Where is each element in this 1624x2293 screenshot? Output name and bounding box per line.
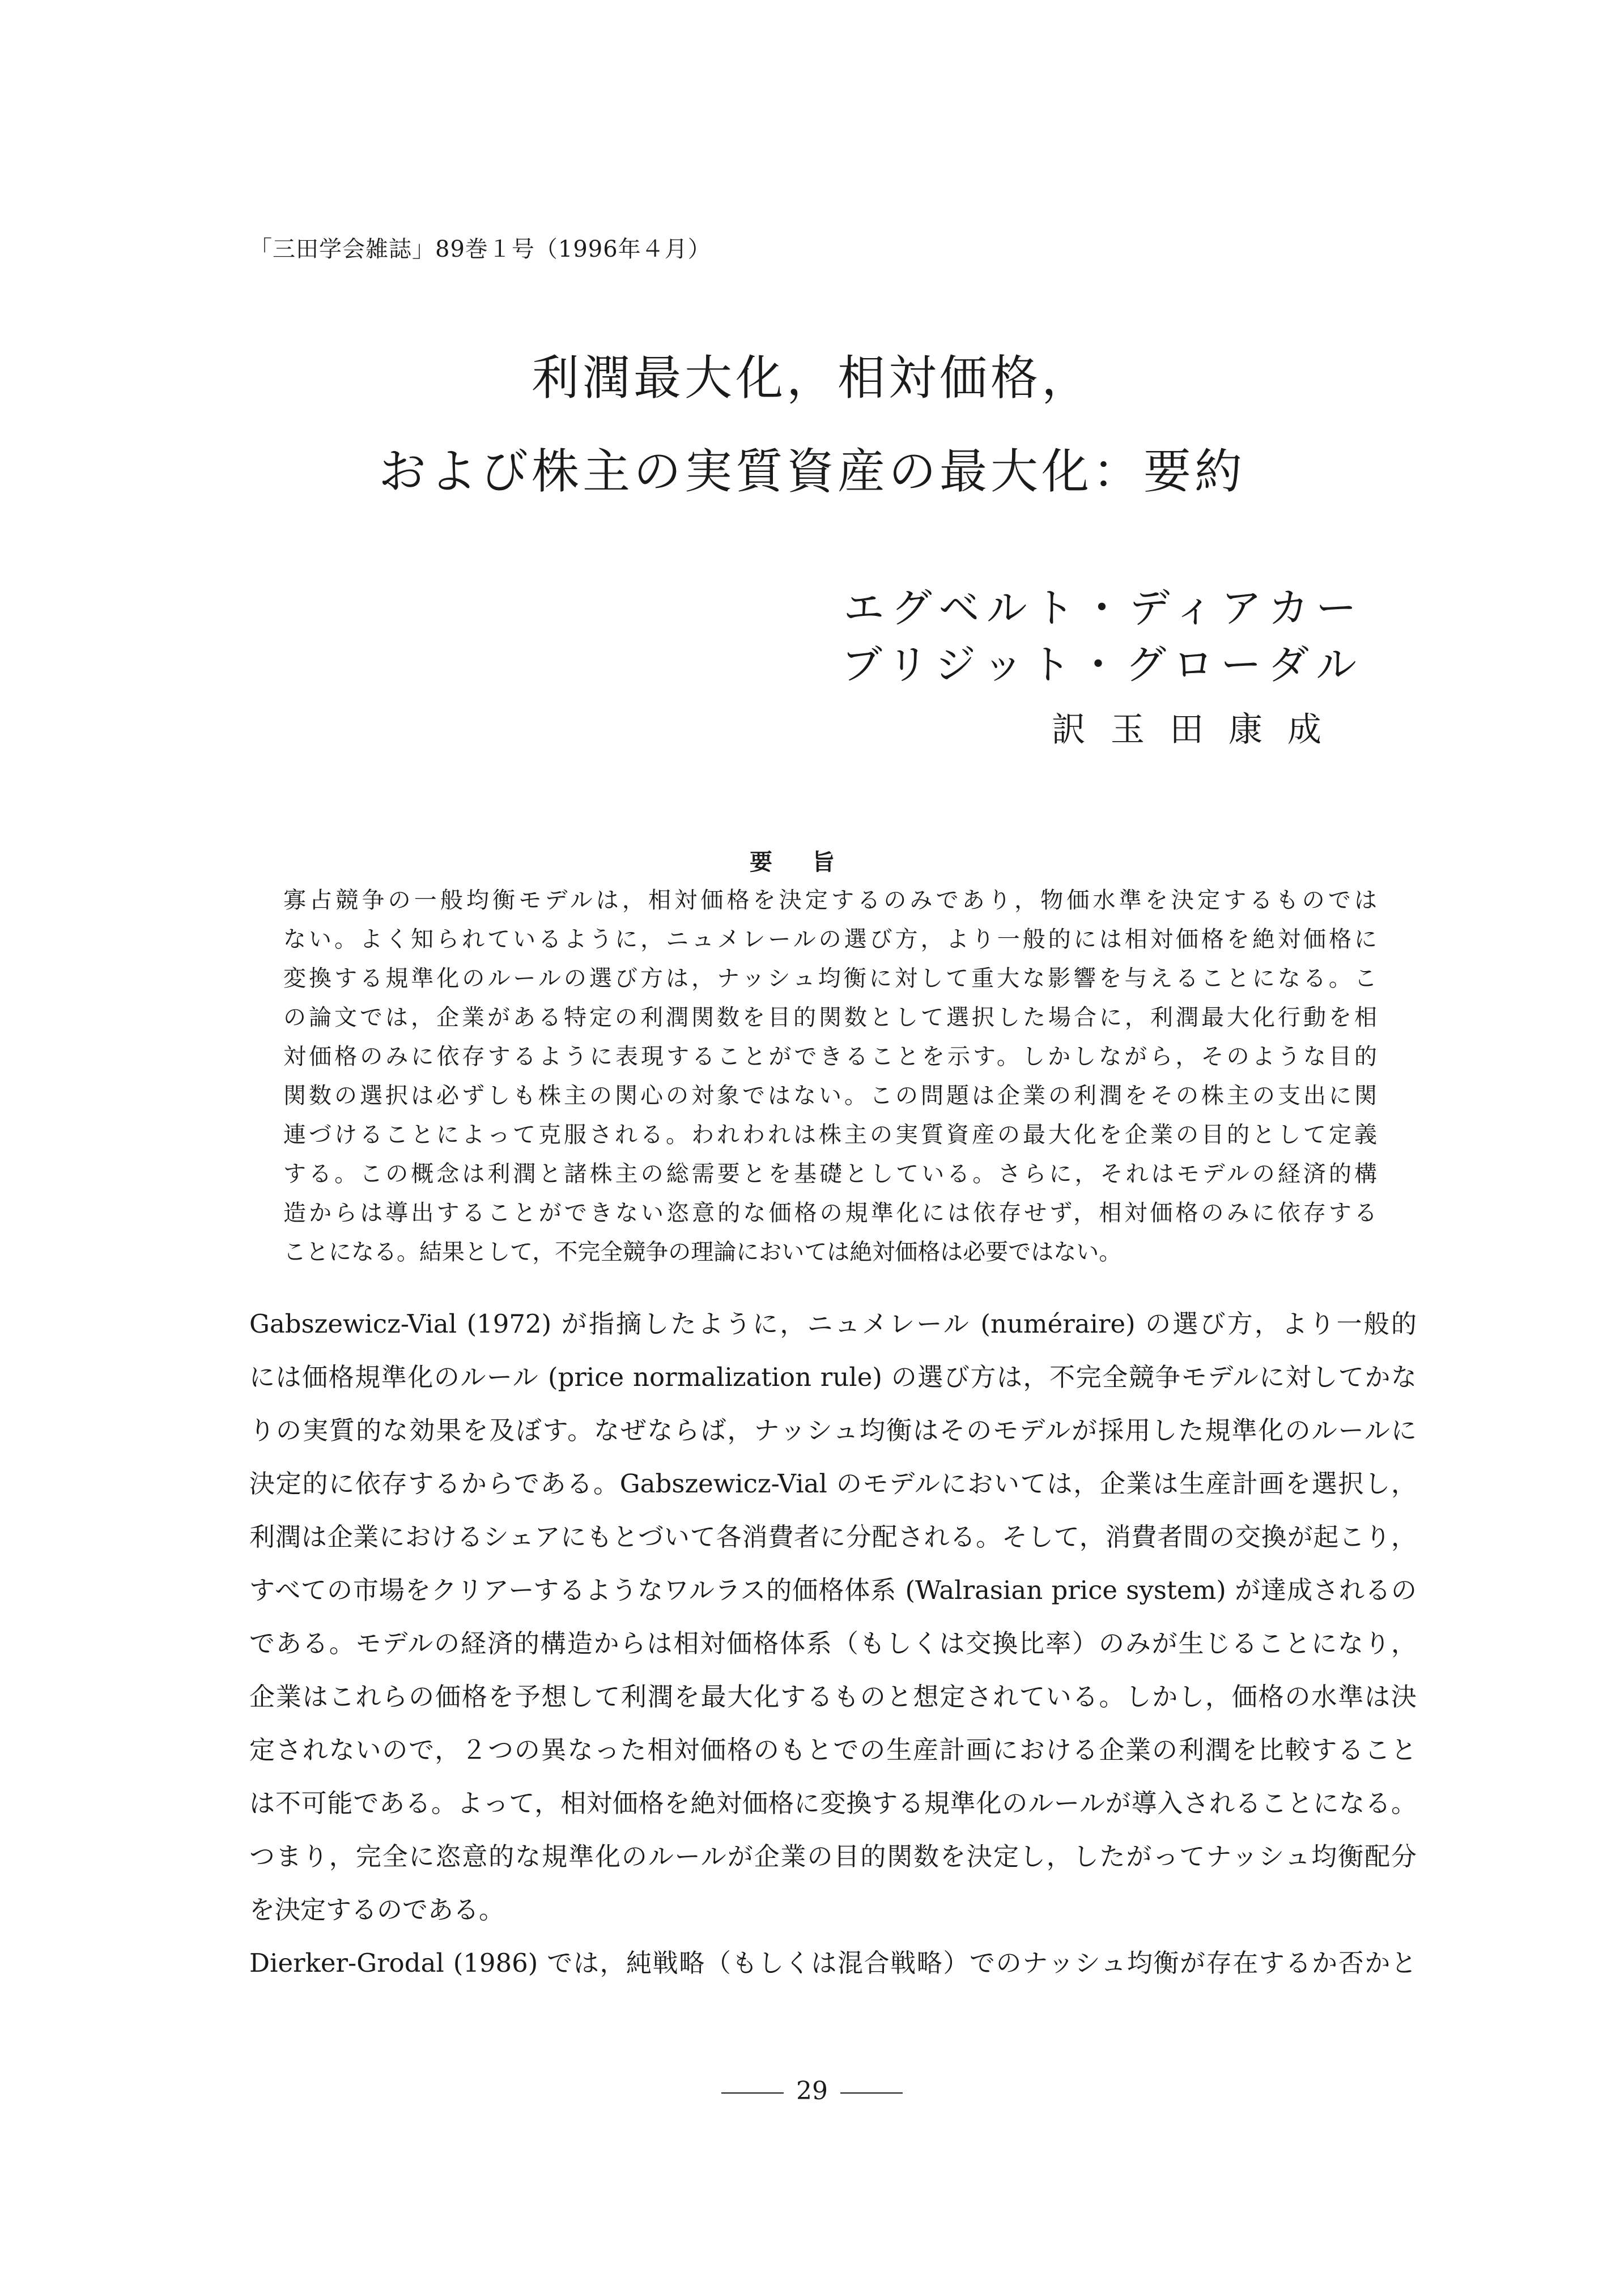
translator-credit: 訳玉田康成 — [1052, 710, 1346, 750]
abstract-line: する。この概念は利潤と諸株主の総需要とを基礎としている。さらに，それはモデルの経済的構 — [283, 1161, 1377, 1187]
abstract-line: 関数の選択は必ずしも株主の関心の対象ではない。この問題は企業の利潤をその株主の支出に関 — [283, 1083, 1377, 1109]
body-line: である。モデルの経済的構造からは相対価格体系（もしくは交換比率）のみが生じることになり， — [249, 1628, 1417, 1658]
body-text — [249, 1297, 1417, 1990]
body-line: 企業はこれらの価格を予想して利潤を最大化するものと想定されている。しかし，価格の水準は決 — [249, 1682, 1417, 1712]
page-number — [0, 2077, 1624, 2105]
title-line-2: および株主の実質資産の最大化：要約 — [378, 444, 1245, 499]
author-name-1: エグベルト・ディアカー — [843, 584, 1363, 632]
abstract-line: ない。よく知られているように，ニュメレールの選び方，より一般的には相対価格を絶対価格に — [283, 926, 1377, 952]
journal-citation: 「三田学会雑誌」89巻１号（1996年４月） — [249, 236, 711, 262]
abstract-line: 対価格のみに依存するように表現することができることを示す。しかしながら，そのような目的 — [283, 1044, 1377, 1070]
abstract-line: 連づけることによって克服される。われわれは株主の実質資産の最大化を企業の目的として定義 — [283, 1122, 1377, 1148]
abstract-line: ことになる。結果として，不完全競争の理論においては絶対価格は必要ではない。 — [283, 1239, 1122, 1265]
body-line: には価格規準化のルール (price normalization rule) の選び方は，不完全競争モデルに対してかな — [249, 1362, 1417, 1392]
body-line: すべての市場をクリアーするようなワルラス的価格体系 (Walrasian price system) が達成されるの — [249, 1575, 1417, 1605]
abstract-line: 変換する規準化のルールの選び方は，ナッシュ均衡に対して重大な影響を与えることになる。こ — [283, 965, 1377, 992]
page-number-dash-right — [840, 2092, 903, 2094]
author-name-2: ブリジット・グローダル — [841, 641, 1363, 688]
body-line: 決定的に依存するからである。Gabszewicz-Vial のモデルにおいては，企業は生産計画を選択し， — [249, 1469, 1417, 1499]
abstract-heading: 要旨 — [750, 849, 874, 875]
body-line: つまり，完全に恣意的な規準化のルールが企業の目的関数を決定し，したがってナッシュ均衡配分 — [249, 1841, 1417, 1871]
page-number-dash-left — [721, 2092, 784, 2094]
body-line: Dierker-Grodal (1986) では，純戦略（もしくは混合戦略）でのナッシュ均衡が存在するか否かと — [249, 1948, 1417, 1978]
body-line: 定されないので，２つの異なった相対価格のもとでの生産計画における企業の利潤を比較すること — [249, 1735, 1417, 1765]
body-line: Gabszewicz-Vial (1972) が指摘したように，ニュメレール (numéraire) の選び方，より一般的 — [249, 1309, 1417, 1339]
abstract-line: 寡占競争の一般均衡モデルは，相対価格を決定するのみであり，物価水準を決定するものでは — [283, 887, 1377, 913]
title-line-1: 利潤最大化，相対価格， — [531, 350, 1092, 406]
abstract-body — [283, 881, 1377, 1272]
body-line: 利潤は企業におけるシェアにもとづいて各消費者に分配される。そして，消費者間の交換が起こり， — [249, 1522, 1417, 1552]
body-line: を決定するのである。 — [249, 1895, 505, 1925]
page-number-value: 29 — [796, 2077, 828, 2105]
body-line: りの実質的な効果を及ぼす。なぜならば，ナッシュ均衡はそのモデルが採用した規準化のルールに — [249, 1415, 1417, 1445]
abstract-line: 造からは導出することができない恣意的な価格の規準化には依存せず，相対価格のみに依存する — [283, 1200, 1377, 1226]
abstract-line: の論文では，企業がある特定の利潤関数を目的関数として選択した場合に，利潤最大化行動を相 — [283, 1005, 1377, 1031]
body-line: は不可能である。よって，相対価格を絶対価格に変換する規準化のルールが導入されることになる。 — [249, 1788, 1417, 1818]
